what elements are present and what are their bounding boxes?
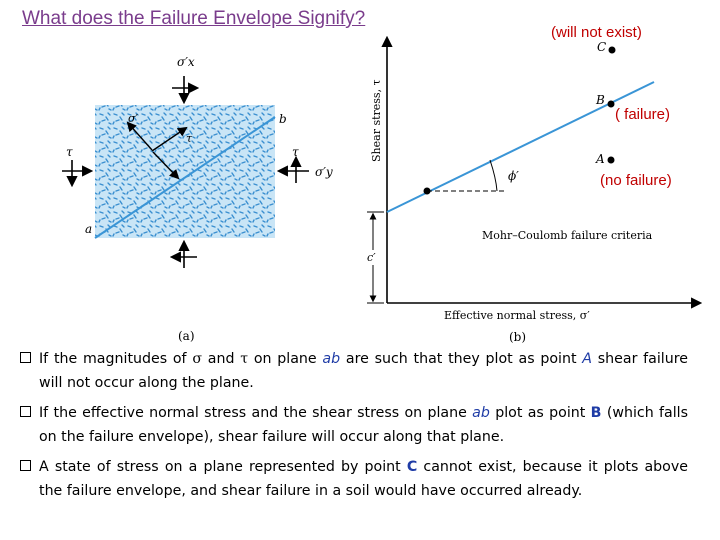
point-a-ref: A: [582, 351, 593, 367]
checkbox-bullet-icon: [20, 352, 31, 363]
sigma-x-label: σ′x: [177, 55, 195, 69]
point-c-marker: [609, 47, 616, 54]
failure-label: ( failure): [615, 106, 671, 123]
will-not-exist-label: (will not exist): [551, 24, 642, 41]
plane-ab-ref: ab: [472, 405, 490, 421]
phi-arc: [490, 160, 497, 191]
no-failure-label: (no failure): [600, 172, 672, 189]
tau-symbol: τ: [240, 351, 249, 367]
phi-label: ϕ′: [508, 169, 519, 183]
bullet-point-a: [20, 347, 688, 395]
bullet-text: (which falls on the failure envelope), shear failure will occur along that plane.: [39, 405, 688, 445]
soil-element: [95, 105, 275, 238]
plane-tau-label: τ: [186, 132, 193, 145]
bullet-text: A state of stress on a plane represented by point: [39, 459, 407, 475]
point-c-label: C: [597, 40, 607, 54]
bullet-text: and: [202, 351, 241, 367]
envelope-label: Mohr–Coulomb failure criteria: [482, 229, 653, 242]
bullet-text: If the magnitudes of: [39, 351, 193, 367]
bullet-point-b: [20, 401, 688, 449]
caption-a: (a): [178, 329, 195, 343]
slide-title: What does the Failure Envelope Signify?: [22, 8, 366, 29]
point-b-label: B: [596, 93, 605, 107]
plane-sigma-label: σ′: [128, 112, 139, 125]
checkbox-bullet-icon: [20, 406, 31, 417]
cohesion-label: c′: [367, 251, 376, 264]
bullet-list: [20, 347, 688, 509]
bullet-point-c: [20, 455, 688, 503]
point-b-ref: B: [590, 405, 602, 421]
bullet-text: If the effective normal stress and the shear stress on plane: [39, 405, 473, 421]
point-b-marker: [608, 101, 615, 108]
checkbox-bullet-icon: [20, 460, 31, 471]
plane-ab-ref: ab: [322, 351, 341, 367]
figure-b: [367, 38, 700, 344]
point-c-ref: C: [406, 459, 418, 475]
point-a-label: a: [85, 222, 93, 236]
bullet-text: cannot exist, because it plots above the failure envelope, and shear failure in a soil would have occurred already.: [39, 459, 688, 499]
bullet-text: shear failure will not occur along the plane.: [39, 351, 688, 391]
figure-a: [62, 55, 333, 343]
point-a-label: A: [596, 152, 605, 166]
bullet-text: are such that they plot as point: [340, 351, 583, 367]
point-b-label: b: [279, 112, 287, 126]
y-axis-label: Shear stress, τ: [370, 79, 383, 162]
sigma-y-label: σ′y: [315, 165, 333, 179]
tau-right-label: τ: [292, 145, 299, 159]
caption-b: (b): [509, 330, 527, 344]
sigma-symbol: σ: [192, 351, 203, 367]
bullet-text: plot as point: [489, 405, 591, 421]
bullet-text: on plane: [248, 351, 323, 367]
tau-left-label: τ: [66, 145, 73, 159]
x-axis-label: Effective normal stress, σ′: [444, 309, 590, 322]
point-a-marker: [608, 157, 615, 164]
envelope-point: [424, 188, 431, 195]
